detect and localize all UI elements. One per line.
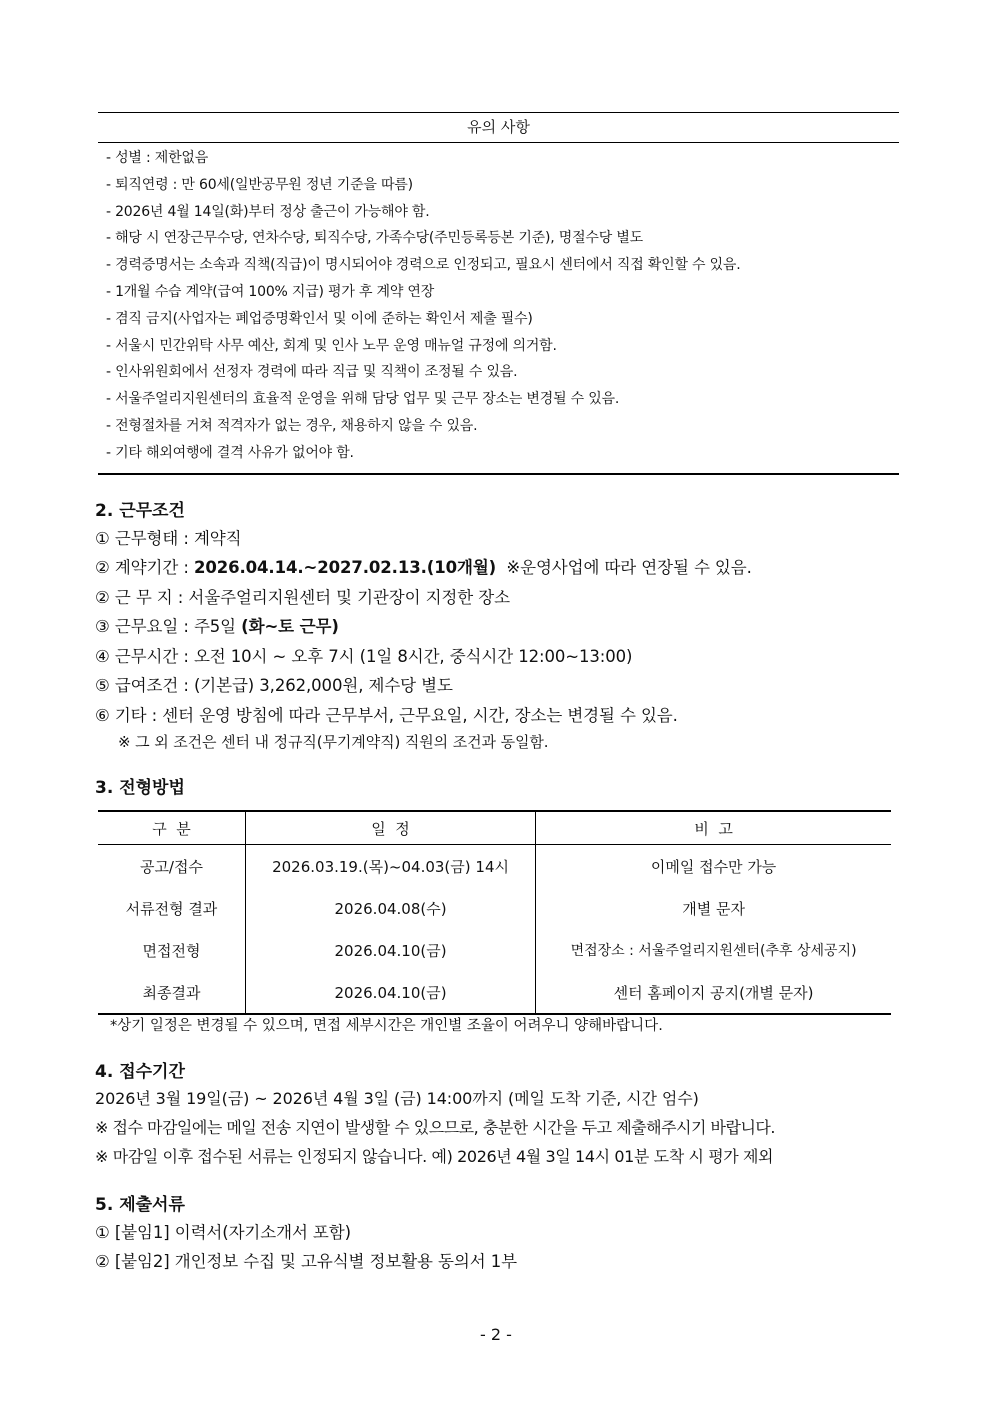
- work-days-value: (화~토 근무): [241, 617, 339, 636]
- deadline-delay-note: ※ 접수 마감일에는 메일 전송 지연이 발생할 수 있으므로, 충분한 시간을 두고 제출해주시기 바랍니다.: [95, 1118, 775, 1137]
- cell-remarks: 개별 문자: [682, 899, 745, 918]
- contract-period-value: 2026.04.14.~2027.02.13.(10개월): [193, 558, 497, 577]
- notice-title: 유의 사항: [98, 112, 899, 143]
- section-4-title: 4. 접수기간: [95, 1062, 185, 1082]
- cell-schedule: 2026.04.10(금): [245, 929, 535, 971]
- salary-line: ⑤ 급여조건 : (기본급) 3,262,000원, 제수당 별도: [95, 676, 453, 695]
- notice-item: - 서울주얼리지원센터의 효율적 운영을 위해 담당 업무 및 근무 장소는 변경될 수 있음.: [106, 391, 620, 408]
- cell-schedule: 2026.04.08(수): [245, 887, 535, 929]
- etc-line: ⑥ 기타 : 센터 운영 방침에 따라 근무부서, 근무요일, 시간, 장소는 변경될 수 있음.: [95, 706, 678, 725]
- notice-item: - 경력증명서는 소속과 직책(직급)이 명시되어야 경력으로 인정되고, 필요시 센터에서 직접 확인할 수 있음.: [106, 257, 741, 274]
- notice-item: - 겸직 금지(사업자는 폐업증명확인서 및 이에 준하는 확인서 제출 필수): [106, 310, 533, 327]
- cell-remarks: 면접장소 : 서울주얼리지원센터(추후 상세공지): [570, 943, 857, 959]
- work-hours-line: ④ 근무시간 : 오전 10시 ~ 오후 7시 (1일 8시간, 중식시간 12:00~13:00): [95, 647, 633, 666]
- notice-item: - 1개월 수습 계약(급여 100% 지급) 평가 후 계약 연장: [106, 283, 435, 300]
- cell-schedule: 2026.03.19.(목)~04.03(금) 14시: [245, 845, 535, 888]
- header-remarks: 비 고: [536, 811, 891, 845]
- table-row: [98, 887, 891, 929]
- document-2-line: ② [붙임2] 개인정보 수집 및 고유식별 정보활용 동의서 1부: [95, 1252, 517, 1271]
- other-conditions-note: ※ 그 외 조건은 센터 내 정규직(무기계약직) 직원의 조건과 동일함.: [118, 733, 549, 751]
- notice-item: - 서울시 민간위탁 사무 예산, 회계 및 인사 노무 운영 매뉴얼 규정에 의거함.: [106, 337, 557, 354]
- cell-category: 최종결과: [98, 971, 245, 1014]
- header-schedule: 일 정: [245, 811, 535, 845]
- section-3-title: 3. 전형방법: [95, 778, 185, 798]
- cell-remarks: 센터 홈페이지 공지(개별 문자): [536, 971, 891, 1014]
- contract-period-note: ※운영사업에 따라 연장될 수 있음.: [496, 558, 752, 577]
- notice-box: [98, 112, 899, 475]
- cell-category: 공고/접수: [98, 845, 245, 888]
- notice-item: - 전형절차를 거쳐 적격자가 없는 경우, 채용하지 않을 수 있음.: [106, 417, 478, 434]
- notice-item: - 기타 해외여행에 결격 사유가 없어야 함.: [106, 444, 354, 461]
- notice-item: - 퇴직연령 : 만 60세(일반공무원 정년 기준을 따름): [106, 176, 413, 193]
- notice-item: - 인사위원회에서 선정자 경력에 따라 직급 및 직책이 조정될 수 있음.: [106, 364, 518, 381]
- notice-item: - 성별 : 제한없음: [106, 150, 209, 166]
- contract-period-line: [95, 554, 752, 578]
- schedule-note: *상기 일정은 변경될 수 있으며, 면접 세부시간은 개인별 조율이 어려우니 양해바랍니다.: [110, 1018, 663, 1034]
- table-row: [98, 971, 891, 1014]
- notice-item: - 해당 시 연장근무수당, 연차수당, 퇴직수당, 가족수당(주민등록등본 기준), 명절수당 별도: [106, 230, 643, 247]
- schedule-table: [98, 810, 891, 1015]
- work-days-line: [95, 613, 339, 637]
- header-category: 구 분: [98, 811, 245, 845]
- table-row: [98, 929, 891, 971]
- cell-remarks: 이메일 접수만 가능: [650, 857, 777, 876]
- table-header-row: [98, 811, 891, 845]
- section-5-title: 5. 제출서류: [95, 1195, 185, 1215]
- work-days-label: ③ 근무요일 : 주5일: [95, 617, 242, 636]
- table-row: [98, 845, 891, 888]
- notice-list: [98, 143, 899, 475]
- notice-item: - 2026년 4월 14일(화)부터 정상 출근이 가능해야 함.: [106, 203, 430, 220]
- cell-schedule: 2026.04.10(금): [245, 971, 535, 1014]
- work-place-line: ② 근 무 지 : 서울주얼리지원센터 및 기관장이 지정한 장소: [95, 588, 510, 607]
- contract-period-label: ② 계약기간 :: [95, 558, 194, 577]
- application-period-line: 2026년 3월 19일(금) ~ 2026년 4월 3일 (금) 14:00까지 (메일 도착 기준, 시간 엄수): [95, 1089, 699, 1108]
- cell-category: 면접전형: [98, 929, 245, 971]
- section-2-title: 2. 근무조건: [95, 501, 185, 521]
- document-1-line: ① [붙임1] 이력서(자기소개서 포함): [95, 1223, 351, 1242]
- cell-category: 서류전형 결과: [98, 887, 245, 929]
- page-number: - 2 -: [480, 1325, 512, 1344]
- work-type-line: ① 근무형태 : 계약직: [95, 529, 242, 548]
- late-submission-note: ※ 마감일 이후 접수된 서류는 인정되지 않습니다. 예) 2026년 4월 3일 14시 01분 도착 시 평가 제외: [95, 1147, 774, 1166]
